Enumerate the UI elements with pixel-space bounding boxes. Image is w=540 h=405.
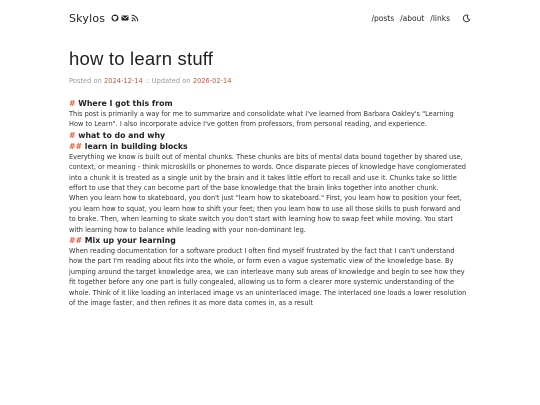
heading-anchor[interactable]: ## — [69, 141, 83, 151]
posted-label: Posted on — [69, 77, 102, 85]
heading-where-i-got-this — [69, 98, 469, 109]
nav-about[interactable]: /about — [400, 13, 425, 23]
main-nav — [371, 14, 471, 23]
paragraph-mix: When reading documentation for a software product I often find myself frustrated by the fact that I can't understand how the part I'm reading about fits into the whole, or form even a vague systematic view of the knowledge base. By jumping around the target knowledge area, we can interleave many sub areas of knowledge and begin to see how they fit together before any one part is fully congealed, allowing us to form a clearer more systemic understanding of the whole. Think of it like loading an interlaced image vs an uninterlaced image. The interlaced one loads a lower resolution of the image faster, and then refines it as more data comes in, as a result — [69, 247, 467, 308]
site-header — [69, 8, 471, 28]
heading-anchor[interactable]: # — [69, 130, 76, 140]
updated-label: Updated on — [151, 77, 191, 85]
updated-date: 2026-02-14 — [192, 77, 232, 85]
site-title[interactable]: Skylos — [69, 11, 106, 25]
heading-what-to-do — [69, 130, 469, 141]
paragraph-skateboard: When you learn how to skateboard, you don't just "learn how to skateboard." First, you learn how to position your feet, you learn how to squat, you learn how to shift your feet; then you learn how to use all those skills to push forward and to brake. Then, when learning to skate switch you don't start with learning how to swap feet while moving. You start with learning how to balance while leading with your non-dominant leg. — [69, 194, 462, 234]
heading-building-blocks — [69, 141, 469, 152]
nav-posts[interactable]: /posts — [371, 13, 395, 23]
paragraph-chunks: Everything we know is built out of mental chunks. These chunks are bits of mental data bound together by shared use, context, or meaning - think microskills or phonemes to words. Once disparate pieces of knowledge have conglomerated into a chunk it is treated as a single unit by the brain and it takes little effort to recall and use it. Chunks take so little effort to use that they can become part of the base knowledge that the brain links together into another chunk. — [69, 152, 466, 193]
post-title: how to learn stuff — [69, 48, 214, 69]
rss-icon[interactable] — [131, 14, 139, 22]
heading-mix-up-learning — [69, 235, 469, 246]
heading-anchor[interactable]: # — [69, 99, 76, 108]
paragraph-intro: This post is primarily a way for me to summarize and consolidate what I've learned from Barbara Oakley's "Learning How to Learn". I also incorporate advice I've gotten from professors, from personal reading, and experience. — [69, 110, 454, 129]
brand — [69, 12, 139, 25]
heading-anchor[interactable]: ## — [69, 236, 83, 246]
nav-links[interactable]: /links — [430, 13, 450, 23]
posted-date: 2024-12-14 — [103, 77, 143, 85]
heading-text: Where I got this from — [78, 99, 173, 108]
social-links — [111, 14, 139, 22]
post-meta — [69, 77, 469, 85]
heading-text: what to do and why — [78, 130, 166, 140]
mail-icon[interactable] — [121, 14, 129, 22]
post-content — [69, 98, 469, 309]
heading-text: Mix up your learning — [84, 236, 176, 246]
meta-separator: :: — [144, 77, 150, 85]
heading-text: learn in building blocks — [84, 141, 188, 151]
post — [69, 48, 469, 309]
moon-icon[interactable] — [462, 14, 471, 23]
github-icon[interactable] — [111, 14, 119, 22]
